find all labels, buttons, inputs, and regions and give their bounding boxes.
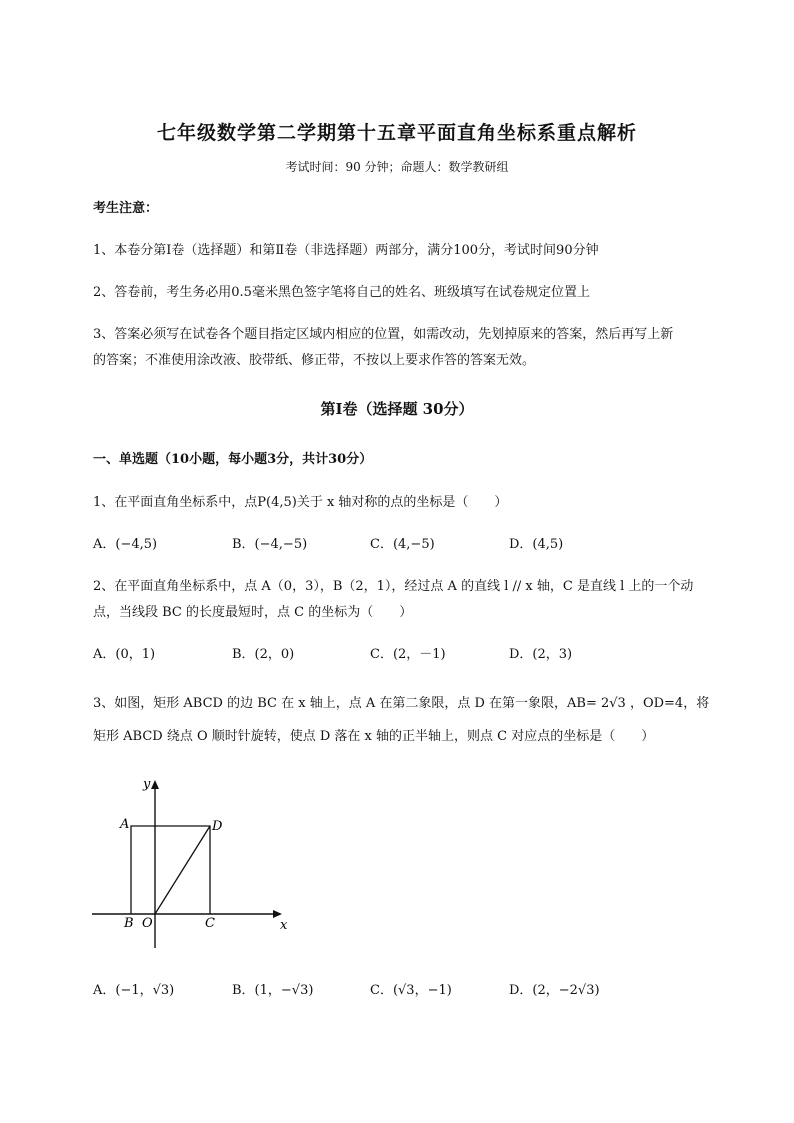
label-d: D xyxy=(212,819,223,834)
question-1-option-b[interactable]: B．(−4,−5) xyxy=(232,537,308,552)
exam-info: 考试时间：90 分钟；命题人：数学教研组 xyxy=(285,160,509,174)
notice-item-3: 3、答案必须写在试卷各个题目指定区域内相应的位置，如需改动，先划掉原来的答案，然后再写上新 xyxy=(93,327,674,342)
question-2-text-cont: 点，当线段 BC 的长度最短时，点 C 的坐标为（ ） xyxy=(93,605,413,620)
x-axis-arrow xyxy=(273,910,282,918)
label-y: y xyxy=(143,777,151,792)
notice-heading: 考生注意： xyxy=(93,201,159,216)
question-1-text: 1、在平面直角坐标系中，点P(4,5)关于 x 轴对称的点的坐标是（ ） xyxy=(93,495,508,510)
label-b: B xyxy=(124,916,134,931)
notice-item-1: 1、本卷分第Ⅰ卷（选择题）和第Ⅱ卷（非选择题）两部分，满分100分，考试时间90分钟 xyxy=(93,243,599,258)
question-2-option-d[interactable]: D．(2，3) xyxy=(509,647,573,662)
label-a: A xyxy=(120,817,130,832)
question-1-option-c[interactable]: C．(4,−5) xyxy=(370,537,435,552)
question-3-text-cont: 矩形 ABCD 绕点 O 顺时针旋转，使点 D 落在 x 轴的正半轴上，则点 C 对应点的坐标是（ ） xyxy=(93,729,655,744)
notice-item-3-cont: 的答案；不准使用涂改液、胶带纸、修正带，不按以上要求作答的答案无效。 xyxy=(93,353,536,368)
question-2-option-b[interactable]: B．(2，0) xyxy=(232,647,295,662)
label-x: x xyxy=(280,918,288,933)
question-3-text: 3、如图，矩形 ABCD 的边 BC 在 x 轴上，点 A 在第二象限，点 D 在第一象限，AB= 2√3 ，OD=4，将 xyxy=(93,696,710,711)
question-2-option-a[interactable]: A．(0，1) xyxy=(93,647,156,662)
question-3-option-d[interactable]: D．(2，−2√3) xyxy=(509,983,600,998)
part1-title: 第Ⅰ卷（选择题 30分） xyxy=(320,400,474,418)
question-3-option-c[interactable]: C．(√3，−1) xyxy=(370,983,452,998)
question-1-option-a[interactable]: A．(−4,5) xyxy=(93,537,158,552)
question-1-option-d[interactable]: D．(4,5) xyxy=(509,537,564,552)
segment-od xyxy=(155,826,210,914)
section-heading: 一、单选题（10小题，每小题3分，共计30分） xyxy=(93,452,373,467)
label-c: C xyxy=(205,916,215,931)
question-3-option-a[interactable]: A．(−1，√3) xyxy=(93,983,175,998)
notice-item-2: 2、答卷前，考生务必用0.5毫米黑色签字笔将自己的姓名、班级填写在试卷规定位置上 xyxy=(93,285,590,300)
question-3-option-b[interactable]: B．(1，−√3) xyxy=(232,983,314,998)
y-axis-arrow xyxy=(151,780,159,789)
rectangle-figure xyxy=(84,768,304,958)
label-o: O xyxy=(142,916,153,931)
question-2-text: 2、在平面直角坐标系中，点 A（0，3），B（2，1），经过点 A 的直线 l // x 轴，C 是直线 l 上的一个动 xyxy=(93,579,694,594)
question-2-option-c[interactable]: C．(2，－1) xyxy=(370,647,446,662)
page-title: 七年级数学第二学期第十五章平面直角坐标系重点解析 xyxy=(156,122,637,144)
rectangle-abcd xyxy=(131,826,210,914)
